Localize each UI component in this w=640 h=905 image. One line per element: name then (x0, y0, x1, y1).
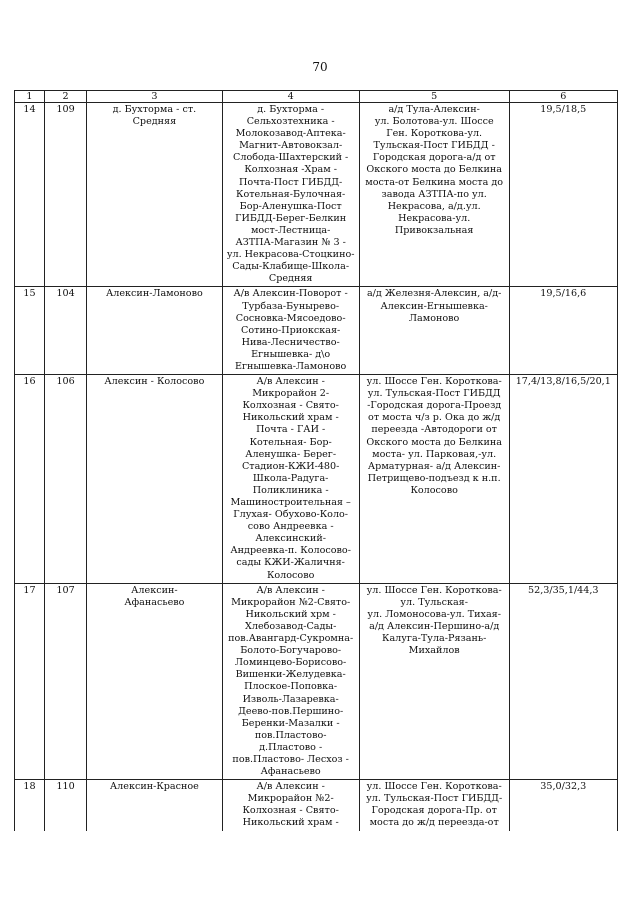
table-row (15, 103, 618, 287)
cell-line: ГИБДД-Берег-Белкин (235, 212, 347, 224)
cell-line: Тульская-Пост ГИБДД - (373, 140, 495, 152)
cell-line: Почта - ГАИ - (256, 424, 326, 436)
cell-line: Турбаза-Бунырево- (242, 300, 340, 312)
row-number-cell: 14 (15, 103, 45, 287)
route-streets-cell (359, 780, 509, 831)
cell-line: моста-от Белкина моста до (365, 176, 504, 188)
cell-line: Изволь-Лазаревка- (242, 693, 339, 705)
route-length-cell: 17,4/13,8/16,5/20,1 (509, 375, 617, 584)
cell-line: Средняя (268, 273, 313, 285)
row-number-cell: 18 (15, 780, 45, 831)
row-number-cell: 15 (15, 287, 45, 375)
cell-line: Беренки-Мазалки - (241, 717, 340, 729)
cell-line: Сады-Клабище-Школа- (232, 261, 350, 273)
cell-line: Сотино-Приокская- (241, 324, 341, 336)
cell-line: моста до ж/д переезда-от (369, 817, 499, 829)
header-cell-6: 6 (509, 91, 617, 103)
route-number-cell: 110 (44, 780, 86, 831)
cell-line: Арматурная- а/д Алексин- (367, 460, 501, 472)
cell-line: Никольский хрм - (245, 608, 336, 620)
cell-line: сады КЖИ-Жаличня- (236, 557, 345, 569)
cell-line: Машиностроительная – (230, 497, 351, 508)
cell-line: Поликлиника - (252, 484, 329, 496)
cell-line: а/д Тула-Алексин- (388, 104, 480, 115)
cell-line: Плоское-Поповка- (244, 681, 338, 693)
cell-line: Алексин-Егнышевка- (380, 300, 488, 312)
route-length-cell: 35,0/32,3 (509, 780, 617, 831)
cell-line: а/д Железня-Алексин, а/д- (366, 288, 502, 300)
header-cell-5: 5 (359, 91, 509, 103)
cell-line: Никольский храм - (242, 817, 339, 829)
cell-line: Михайлов (408, 645, 460, 657)
table-row (15, 583, 618, 780)
cell-line: Некрасова, а/д.ул. (387, 200, 481, 212)
cell-line: Алексин-Ламоново (106, 288, 203, 300)
cell-line: пов.Пластово- (254, 729, 327, 741)
cell-line: Вишенки-Желудевка- (235, 669, 346, 681)
table-row (15, 375, 618, 584)
cell-line: Колхозная - Свято- (242, 805, 339, 817)
cell-line: сово Андреевка - (247, 521, 334, 533)
route-number-cell: 106 (44, 375, 86, 584)
cell-line: Магнит-Автовокзал- (239, 140, 343, 152)
route-length-cell: 19,5/16,6 (509, 287, 617, 375)
cell-line: Привокзальная (394, 224, 474, 236)
cell-line: Слобода-Шахтерский - (233, 152, 349, 164)
route-stops-cell (222, 780, 359, 831)
route-length-cell: 19,5/18,5 (509, 103, 617, 287)
cell-line: Болото-Богучарово- (240, 645, 342, 657)
cell-line: ул. Некрасова-Стоцкино- (226, 249, 355, 261)
cell-line: Городская дорога-а/д от (372, 152, 496, 164)
header-row (15, 91, 618, 103)
cell-line: Колхозная -Храм - (244, 164, 337, 176)
table-body (15, 103, 618, 831)
cell-line: Котельная- Бор- (249, 436, 332, 448)
cell-line: Стадион-КЖИ-480- (241, 460, 340, 472)
cell-line: переезда -Автодороги от (371, 424, 497, 436)
cell-line: Глухая- Обухово-Коло- (233, 509, 349, 521)
header-cell-4: 4 (222, 91, 359, 103)
cell-line: ул. Тульская-Пост ГИБДД (367, 388, 501, 400)
cell-line: АЗТПА-Магазин № 3 - (235, 237, 346, 249)
cell-line: Некрасова-ул. (398, 212, 471, 224)
cell-line: Деево-пов.Першино- (238, 705, 344, 717)
cell-line: Афанасьево (124, 596, 185, 608)
cell-line: А/в Алексин - (256, 584, 325, 596)
table-row (15, 287, 618, 375)
cell-line: д. Бухторма - (257, 104, 325, 115)
header-cell-1: 1 (15, 91, 45, 103)
cell-line: д. Бухторма - ст. (112, 104, 197, 115)
cell-line: д.Пластово - (259, 741, 323, 753)
route-name-cell (87, 583, 222, 780)
route-streets-cell (359, 103, 509, 287)
cell-line: Микрорайон №2- (247, 793, 334, 805)
cell-line: Колхозная - Свято- (242, 400, 339, 412)
route-stops-cell (222, 375, 359, 584)
route-streets-cell (359, 375, 509, 584)
cell-line: Ломинцево-Борисово- (235, 657, 347, 669)
cell-line: Калуга-Тула-Рязань- (382, 633, 487, 645)
cell-line: Алексинский- (255, 533, 326, 545)
route-number-cell: 107 (44, 583, 86, 780)
cell-line: Алексин- (131, 584, 178, 596)
cell-line: ул. Ломоносова-ул. Тихая- (367, 608, 501, 620)
cell-line: ул. Шоссе Ген. Короткова- (366, 376, 502, 388)
cell-line: Микрорайон 2- (252, 388, 330, 400)
cell-line: Афанасьево (260, 766, 321, 778)
cell-line: Алексин - Колосово (104, 376, 205, 388)
cell-line: Егнышевка- д\о (251, 348, 331, 360)
cell-line: ул. Тульская- (400, 596, 468, 608)
route-length-cell: 52,3/35,1/44,3 (509, 583, 617, 780)
cell-line: Нива-Лесничество- (241, 336, 340, 348)
cell-line: Колосово (410, 484, 458, 496)
cell-line: Ген. Короткова-ул. (386, 128, 483, 140)
cell-line: пов.Пластово- Лесхоз - (232, 753, 349, 765)
cell-line: Школа-Радуга- (252, 472, 329, 484)
cell-line: А/в Алексин - (256, 781, 325, 793)
cell-line: Егнышевка-Ламоново (235, 360, 347, 372)
table-row (15, 780, 618, 831)
route-stops-cell (222, 287, 359, 375)
cell-line: Сельхозтехника - (246, 116, 335, 128)
cell-line: А/в Алексин-Поворот - (233, 288, 348, 300)
cell-line: Аленушка- Берег- (245, 448, 337, 460)
cell-line: Средняя (132, 116, 177, 128)
cell-line: Котельная-Булочная- (236, 188, 346, 200)
route-name-cell (87, 375, 222, 584)
route-number-cell: 109 (44, 103, 86, 287)
cell-line: Хлебозавод-Сады- (245, 620, 337, 632)
row-number-cell: 16 (15, 375, 45, 584)
route-stops-cell (222, 103, 359, 287)
route-name-cell (87, 103, 222, 287)
cell-line: Молокозавод-Аптека- (235, 128, 346, 140)
row-number-cell: 17 (15, 583, 45, 780)
cell-line: а/д Алексин-Першино-а/д (369, 620, 500, 632)
cell-line: Окского моста до Белкина (366, 436, 502, 448)
cell-line: Бор-Аленушка-Пост (239, 200, 342, 212)
cell-line: от моста ч/з р. Ока до ж/д (368, 412, 501, 424)
route-streets-cell (359, 583, 509, 780)
cell-line: Городская дорога-Пр. от (371, 805, 497, 817)
route-stops-cell (222, 583, 359, 780)
cell-line: А/в Алексин - (256, 376, 325, 388)
cell-line: Колосово (266, 569, 315, 581)
header-cell-3: 3 (87, 91, 222, 103)
page-number: 70 (312, 60, 328, 74)
cell-line: ул. Шоссе Ген. Короткова- (366, 584, 502, 596)
cell-line: Сосновка-Мясоедово- (235, 312, 346, 324)
cell-line: Ламоново (409, 312, 460, 324)
cell-line: ул. Болотова-ул. Шоссе (374, 116, 494, 128)
route-number-cell: 104 (44, 287, 86, 375)
header-cell-2: 2 (44, 91, 86, 103)
cell-line: завода АЗТПА-по ул. (381, 188, 487, 200)
routes-table (14, 90, 618, 831)
cell-line: Микрорайон №2-Свято- (231, 596, 351, 608)
cell-line: мост-Лестница- (250, 224, 331, 236)
cell-line: пов.Авангард-Сукромна- (228, 633, 354, 645)
cell-line: Никольский храм - (242, 412, 339, 424)
cell-line: Андреевка-п. Колосово- (230, 545, 351, 557)
cell-line: ул. Шоссе Ген. Короткова- (366, 781, 502, 793)
cell-line: ул. Тульская-Пост ГИБДД- (366, 793, 503, 805)
route-name-cell (87, 780, 222, 831)
route-name-cell (87, 287, 222, 375)
cell-line: моста- ул. Парковая,-ул. (372, 448, 497, 460)
route-streets-cell (359, 287, 509, 375)
cell-line: Окского моста до Белкина (366, 164, 502, 176)
cell-line: Петрищево-подъезд к н.п. (367, 472, 501, 484)
cell-line: Алексин-Красное (109, 781, 199, 793)
cell-line: -Городская дорога-Проезд (367, 400, 502, 412)
cell-line: Почта-Пост ГИБДД- (239, 176, 343, 188)
